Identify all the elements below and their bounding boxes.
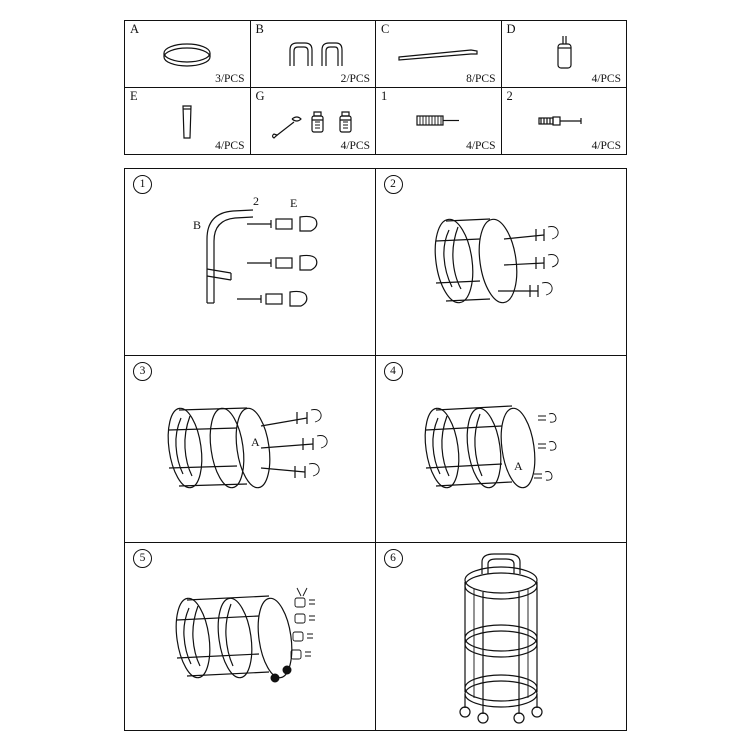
part-code: 2 <box>506 89 513 103</box>
part-qty: 4/PCS <box>591 139 621 152</box>
step-2-illustration <box>376 169 627 355</box>
part-qty: 4/PCS <box>340 139 370 152</box>
part-code: 1 <box>381 89 388 103</box>
parts-row <box>125 88 626 154</box>
step-label: B <box>192 218 201 232</box>
step-5 <box>125 543 376 730</box>
step-number: 6 <box>384 549 403 568</box>
part-code: A <box>130 22 140 36</box>
step-label: A <box>513 459 523 473</box>
step-number: 1 <box>133 175 152 194</box>
assembly-steps-grid <box>124 168 627 731</box>
part-qty: 2/PCS <box>340 72 370 85</box>
step-6 <box>376 543 627 730</box>
part-cell-g <box>251 88 377 154</box>
part-cell-d <box>502 21 627 87</box>
part-cell-b <box>251 21 377 87</box>
step-3-illustration <box>125 356 375 542</box>
part-qty: 4/PCS <box>466 139 496 152</box>
step-6-illustration <box>376 543 627 730</box>
part-code: B <box>255 22 264 36</box>
step-4-illustration <box>376 356 627 542</box>
step-label: 2 <box>252 194 259 208</box>
step-number: 4 <box>384 362 403 381</box>
step-number: 5 <box>133 549 152 568</box>
step-label: E <box>289 196 298 210</box>
part-qty: 8/PCS <box>466 72 496 85</box>
parts-row <box>125 21 626 88</box>
step-number: 3 <box>133 362 152 381</box>
step-2 <box>376 169 627 356</box>
part-qty: 4/PCS <box>591 72 621 85</box>
part-cell-a <box>125 21 251 87</box>
part-code: G <box>255 89 265 103</box>
part-cell-2 <box>502 88 627 154</box>
step-3 <box>125 356 376 543</box>
part-cell-e <box>125 88 251 154</box>
part-qty: 4/PCS <box>215 139 245 152</box>
part-cell-c <box>376 21 502 87</box>
step-1-illustration <box>125 169 375 355</box>
part-code: C <box>381 22 390 36</box>
part-qty: 3/PCS <box>215 72 245 85</box>
step-1 <box>125 169 376 356</box>
part-code: D <box>506 22 516 36</box>
part-code: E <box>130 89 138 103</box>
parts-table <box>124 20 627 155</box>
step-5-illustration <box>125 543 375 730</box>
step-4 <box>376 356 627 543</box>
step-label: A <box>250 435 260 449</box>
part-cell-1 <box>376 88 502 154</box>
step-number: 2 <box>384 175 403 194</box>
